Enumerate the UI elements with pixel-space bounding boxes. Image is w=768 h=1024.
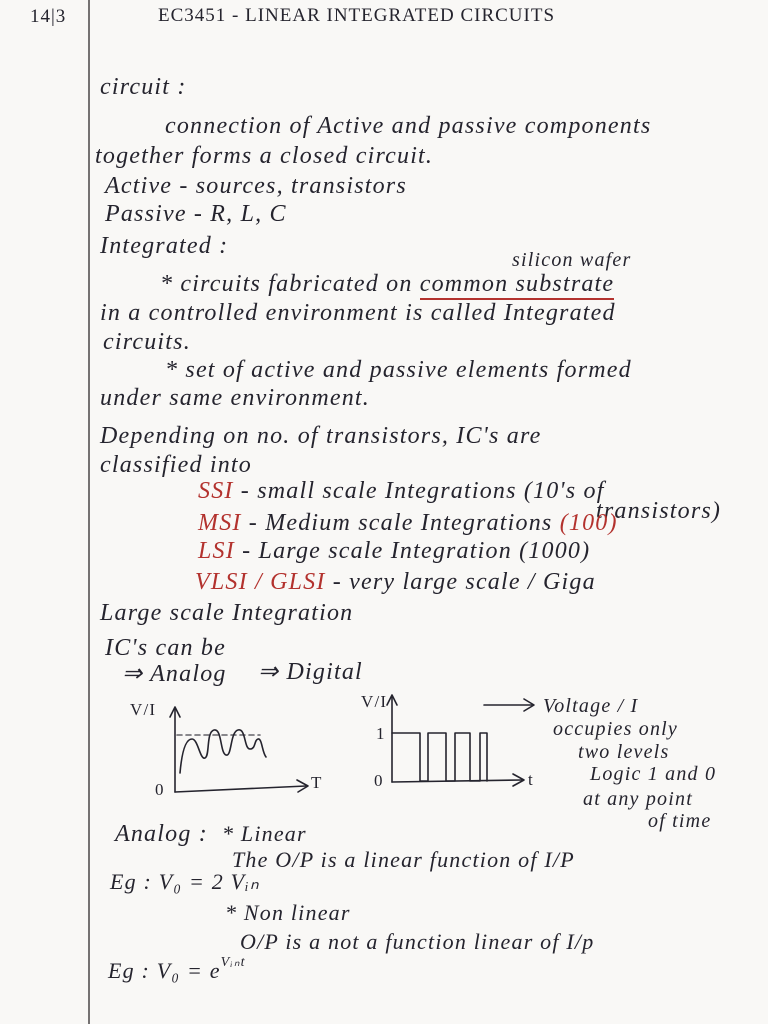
x-axis: [392, 780, 522, 782]
annotation-silicon-wafer: silicon wafer: [512, 249, 632, 271]
scale-msi: [198, 511, 618, 535]
linear-definition: The O/P is a linear function of I/P: [232, 847, 575, 872]
linear-label: * Linear: [222, 821, 307, 846]
scale-abbr: VLSI / GLSI: [195, 569, 326, 595]
scale-lsi: [198, 539, 590, 563]
digital-note-line-4: Logic 1 and 0: [590, 763, 717, 785]
scale-text: - very large scale / Giga: [332, 569, 596, 595]
ic-definition-line-1: [160, 272, 614, 296]
nonlinear-label: * Non linear: [225, 900, 351, 925]
scale-ssi: [198, 479, 605, 503]
digital-x-label: t: [528, 770, 534, 789]
margin-rule: [88, 0, 90, 1024]
circuit-definition-line-1: connection of Active and passive components: [165, 113, 652, 139]
ic-type-digital: ⇒ Digital: [258, 659, 363, 685]
analog-y-label: V/I: [130, 700, 157, 719]
classification-line-1: Depending on no. of transistors, IC's are: [100, 423, 542, 449]
classification-line-2: classified into: [100, 452, 252, 478]
scale-text: - Medium scale Integrations: [248, 510, 553, 536]
x-axis: [175, 786, 306, 792]
scale-abbr: SSI: [198, 478, 234, 504]
scale-vlsi-cont: Large scale Integration: [100, 600, 354, 626]
ic-definition-prefix: * circuits fabricated on: [160, 271, 413, 297]
nonlinear-definition: O/P is a not a function linear of I/p: [240, 929, 595, 954]
scale-count: (1000): [519, 538, 591, 564]
scale-text: - Large scale Integration: [242, 538, 512, 564]
equation-exponent: Vᵢₙt: [220, 955, 246, 970]
analog-heading: Analog :: [115, 821, 208, 847]
scale-count: (100): [559, 510, 618, 536]
passive-elements: Passive - R, L, C: [105, 201, 287, 227]
ic-definition-line-2: in a controlled environment is called Integrated: [100, 300, 616, 326]
analog-waveform: [180, 730, 266, 773]
underlined-common-substrate: common substrate: [420, 271, 615, 300]
digital-note-line-5: at any point: [583, 788, 693, 810]
active-elements: Active - sources, transistors: [105, 173, 407, 199]
digital-y-label: V/I: [361, 692, 388, 711]
scale-abbr: MSI: [198, 510, 242, 536]
scale-abbr: LSI: [198, 538, 235, 564]
analog-x-label: T: [311, 773, 323, 792]
ic-definition-line-5: under same environment.: [100, 385, 370, 411]
digital-note-line-2: occupies only: [553, 718, 679, 740]
ic-definition-line-4: * set of active and passive elements formed: [165, 357, 632, 383]
digital-high-label: 1: [376, 724, 386, 743]
analog-origin-label: 0: [155, 780, 165, 799]
ic-definition-line-3: circuits.: [103, 329, 191, 355]
digital-note-line-1: Voltage / I: [543, 695, 639, 717]
circuit-heading: circuit :: [100, 74, 187, 100]
scale-vlsi: [195, 570, 596, 594]
nonlinear-example-equation: [108, 956, 246, 982]
digital-origin-label: 0: [374, 771, 384, 790]
square-waveform: [392, 733, 487, 781]
linear-example-equation: Eg : V₀ = 2 Vᵢₙ: [110, 869, 260, 894]
page-date: 14|3: [30, 6, 67, 27]
digital-note-line-6: of time: [648, 810, 712, 832]
scale-text: - small scale Integrations: [240, 478, 517, 504]
scale-count: (10's of: [523, 478, 605, 504]
circuit-definition-line-2: together forms a closed circuit.: [95, 143, 434, 169]
scale-ssi-count-cont: transistors): [596, 498, 722, 524]
page-title: EC3451 - LINEAR INTEGRATED CIRCUITS: [158, 5, 556, 26]
digital-note-line-3: two levels: [578, 741, 670, 763]
equation-base: Eg : V₀ = e: [108, 958, 221, 983]
ic-type-analog: ⇒ Analog: [122, 661, 227, 687]
ic-types-heading: IC's can be: [105, 635, 226, 661]
digital-signal-sketch: [380, 685, 550, 795]
integrated-heading: Integrated :: [100, 233, 229, 259]
